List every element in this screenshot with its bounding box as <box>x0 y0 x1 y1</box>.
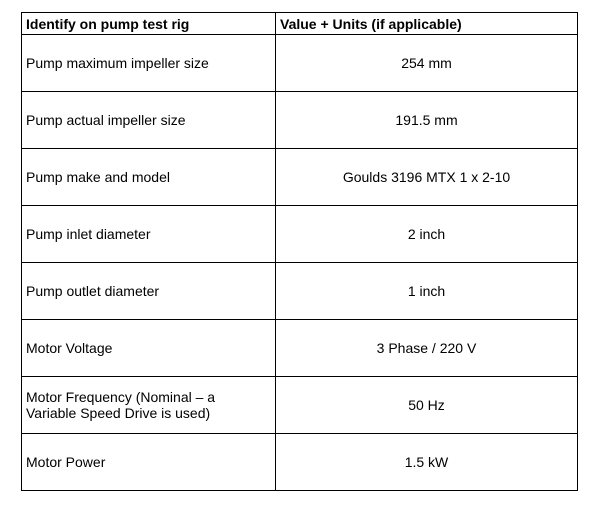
row-label-text: Pump make and model <box>26 169 170 185</box>
row-label <box>22 377 276 434</box>
table-row <box>22 263 578 320</box>
row-value <box>276 263 578 320</box>
row-label <box>22 206 276 263</box>
table-row <box>22 434 578 491</box>
row-label-text: Pump outlet diameter <box>26 283 160 299</box>
row-label-text: Motor Frequency (Nominal – a Variable Speed Drive is used) <box>26 389 216 421</box>
row-label <box>22 320 276 377</box>
table-row <box>22 206 578 263</box>
row-value-text: 254 mm <box>401 55 452 71</box>
row-label-text: Motor Voltage <box>26 340 113 356</box>
row-label <box>22 35 276 92</box>
row-value-text: 1.5 kW <box>404 454 449 470</box>
table-row <box>22 149 578 206</box>
table-header-row <box>22 13 578 35</box>
row-label-text: Pump inlet diameter <box>26 226 151 242</box>
row-value <box>276 434 578 491</box>
table-row <box>22 35 578 92</box>
row-value <box>276 320 578 377</box>
row-value-text: 50 Hz <box>408 397 445 413</box>
pump-test-rig-table <box>21 12 578 491</box>
table-row <box>22 320 578 377</box>
row-value <box>276 377 578 434</box>
row-value <box>276 35 578 92</box>
row-label <box>22 434 276 491</box>
header-value: Value + Units (if applicable) <box>276 13 578 35</box>
table-row <box>22 92 578 149</box>
row-value <box>276 206 578 263</box>
row-value-text: 3 Phase / 220 V <box>376 340 477 356</box>
row-value-text: 191.5 mm <box>395 112 458 128</box>
row-value <box>276 149 578 206</box>
row-value <box>276 92 578 149</box>
row-label-text: Pump maximum impeller size <box>26 55 209 71</box>
row-label <box>22 263 276 320</box>
row-label <box>22 92 276 149</box>
header-item: Identify on pump test rig <box>22 13 276 35</box>
row-label <box>22 149 276 206</box>
row-value-text: 2 inch <box>407 226 446 242</box>
table-row <box>22 377 578 434</box>
row-label-text: Pump actual impeller size <box>26 112 186 128</box>
row-value-text: Goulds 3196 MTX 1 x 2-10 <box>342 169 511 185</box>
row-label-text: Motor Power <box>26 454 106 470</box>
row-value-text: 1 inch <box>407 283 446 299</box>
